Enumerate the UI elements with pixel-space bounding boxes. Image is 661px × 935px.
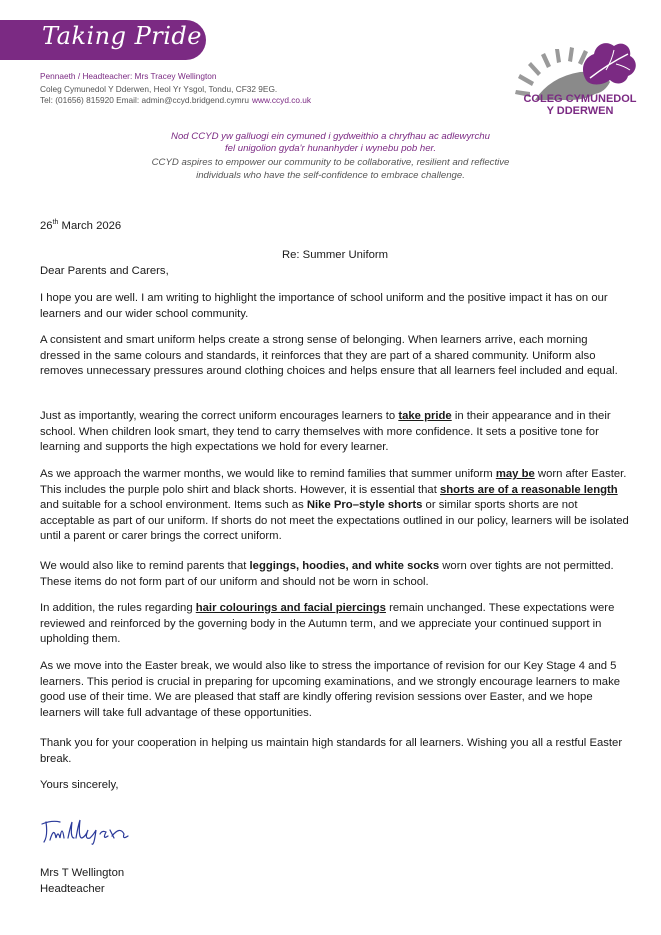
motto-english-2: individuals who have the self-confidence to embrace challenge. xyxy=(196,170,465,181)
signatory-name: Mrs T Wellington xyxy=(40,867,125,879)
p5-emphasis: leggings, hoodies, and white socks xyxy=(249,560,440,572)
paragraph-2: A consistent and smart uniform helps create a strong sense of belonging. When learners arrive, each morning dressed in the same colours and standards, it reinforces that they are part of a shared community. Uniform also removes unnecessary pressures around clothing choices and helps ensure that all learners feel included and equal. xyxy=(40,334,618,378)
letter-subject: Re: Summer Uniform xyxy=(281,249,389,261)
paragraph-3 xyxy=(40,409,630,456)
date-rest: March 2026 xyxy=(58,219,122,232)
p4-text-g: or similar sports shorts are not acceptable as part of our uniform. If shorts do not meet the expectations outlined in our policy, learners will be isolated until a parent or carer brings the correct uniform. xyxy=(40,499,629,543)
salutation: Dear Parents and Carers, xyxy=(40,265,169,277)
p3-text-c: in their appearance and in their school. When children look smart, they tend to carry themselves with more confidence. It sets a positive tone for learning and supports the high expectations we hold for every learner. xyxy=(40,410,611,454)
motto-welsh-1: Nod CCYD yw galluogi ein cymuned i gydweithio a chryfhau ac adlewyrchu xyxy=(171,131,490,142)
p6-text-c: remain unchanged. These expectations were reviewed and reinforced by the governing body in the Autumn term, and we appreciate your continued support in upholding them. xyxy=(40,602,615,646)
p4-emphasis-length: shorts are of a reasonable length xyxy=(440,483,618,496)
p4-emphasis-may-be: may be xyxy=(495,468,535,480)
logo-name xyxy=(510,93,650,117)
motto-english-1: CCYD aspires to empower our community to be collaborative, resilient and reflective xyxy=(151,157,510,168)
logo-text-line-2: Y DDERWEN xyxy=(546,105,614,117)
p4-text-e: and suitable for a school environment. Items such as xyxy=(40,499,307,512)
date-day: 26 xyxy=(40,219,53,232)
letter-date xyxy=(40,215,630,234)
banner-title: Taking Pride xyxy=(42,22,202,50)
p4-emphasis-nike: Nike Pro–style shorts xyxy=(306,499,423,512)
p3-text-a: Just as importantly, wearing the correct uniform encourages learners to xyxy=(40,410,399,422)
p6-text-a: In addition, the rules regarding xyxy=(40,602,196,614)
headteacher-line: Pennaeth / Headteacher: Mrs Tracey Wellington xyxy=(40,71,217,81)
p5-text-c: worn over tights are not permitted. These items do not form part of our uniform and should not be worn in school. xyxy=(40,560,614,588)
website-link[interactable]: www.ccyd.co.uk xyxy=(252,95,312,105)
signatory-title: Headteacher xyxy=(40,883,105,895)
paragraph-8: Thank you for your cooperation in helping us maintain high standards for all learners. Wishing you all a restful Easter break. xyxy=(40,737,623,765)
paragraph-7: As we move into the Easter break, we would also like to stress the importance of revision for our Key Stage 4 and 5 learners. This period is crucial in preparing for upcoming examinations, and we strongly encourage learners to make good use of their time. We are pleased that staff are kindly offering revision sessions over Easter, and we hope learners will take full advantage of these opportunities. xyxy=(40,660,620,719)
motto-welsh-2: fel unigolion gyda'r hunanhyder i wynebu pob her. xyxy=(224,143,437,154)
contact-text: Tel: (01656) 815920 Email: admin@ccyd.bridgend.cymru xyxy=(40,95,250,105)
logo-text-line-1: COLEG CYMUNEDOL xyxy=(523,93,637,105)
p6-emphasis: hair colourings and facial piercings xyxy=(195,602,386,614)
signature-icon xyxy=(40,816,135,846)
closing: Yours sincerely, xyxy=(40,779,119,791)
paragraph-1: I hope you are well. I am writing to highlight the importance of school uniform and the positive impact it has on our learners and our wider school community. xyxy=(40,292,608,320)
paragraph-4 xyxy=(40,467,630,545)
paragraph-5 xyxy=(40,559,630,590)
contact-line xyxy=(40,95,311,106)
p3-emphasis: take pride xyxy=(398,410,452,422)
p4-text-a: As we approach the warmer months, we would like to remind families that summer uniform xyxy=(40,468,496,480)
p4-text-c: worn after Easter. This includes the purple polo shirt and black shorts. However, it is essential that xyxy=(40,468,627,496)
address-line: Coleg Cymunedol Y Dderwen, Heol Yr Ysgol, Tondu, CF32 9EG. xyxy=(40,84,278,94)
p5-text-a: We would also like to remind parents that xyxy=(40,560,250,572)
date-suffix: th xyxy=(52,219,59,226)
paragraph-6 xyxy=(40,601,630,648)
